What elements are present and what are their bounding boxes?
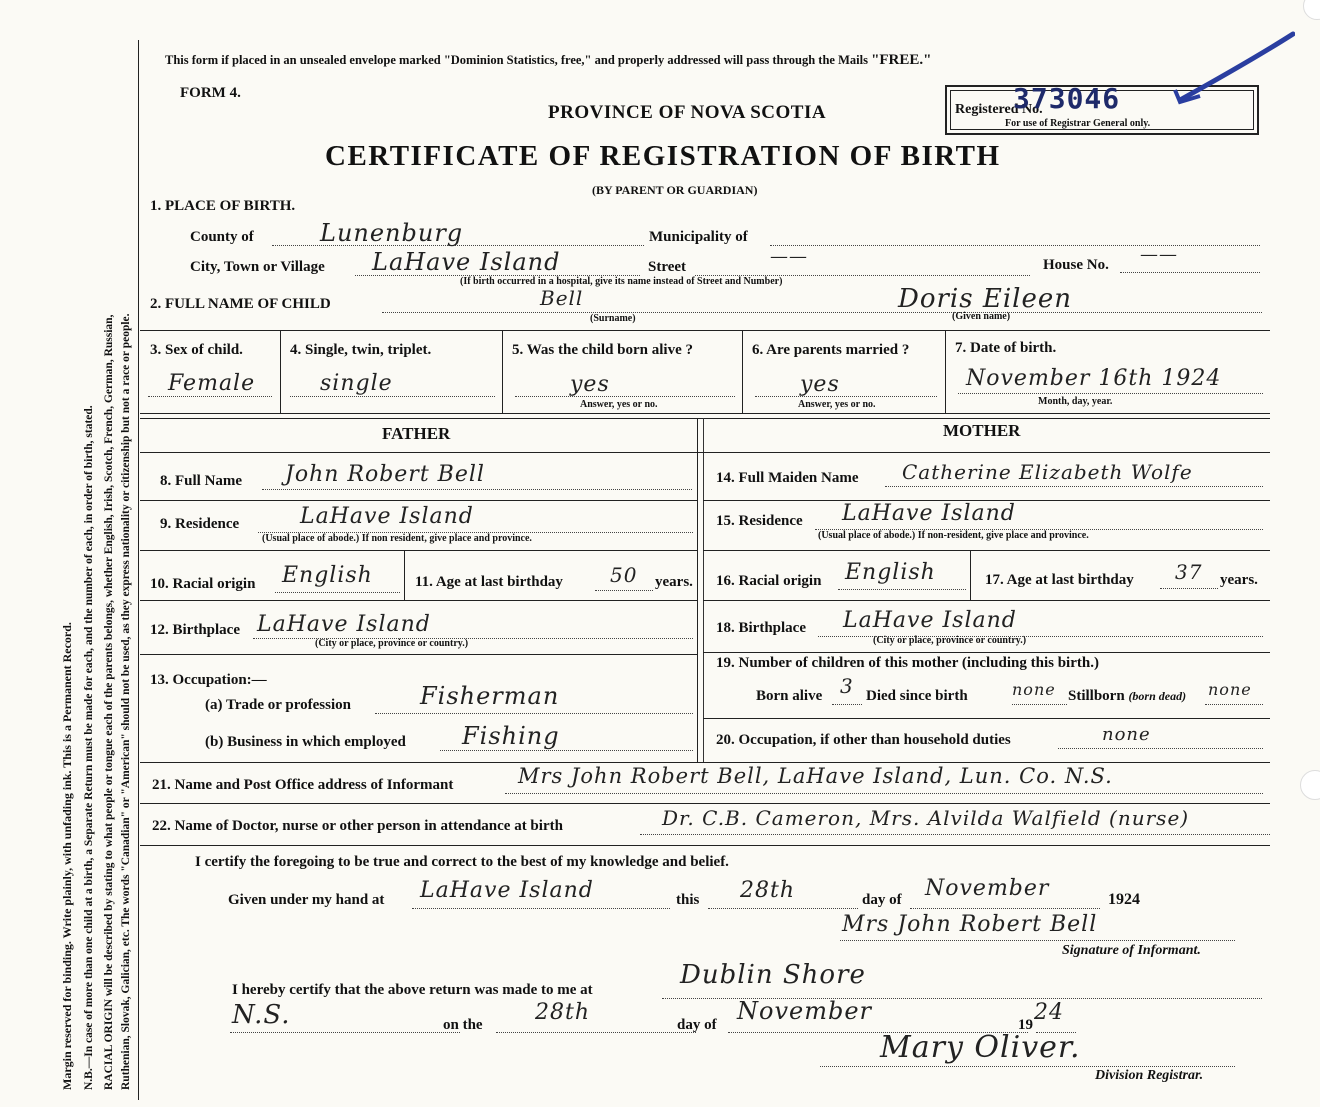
county-value: Lunenburg (320, 219, 464, 247)
rule-doctor (140, 845, 1270, 846)
father-business-line (440, 750, 693, 751)
father-residence-note: (Usual place of abode.) If non resident, give place and province. (262, 533, 532, 544)
given-day-value: 28th (740, 878, 796, 903)
certify-statement: I certify the foregoing to be true and correct to the best of my knowledge and belief. (195, 854, 729, 870)
father-trade-line (375, 713, 693, 714)
informant-signature-label: Signature of Informant. (1062, 943, 1201, 958)
rule-row3-v1 (280, 330, 281, 413)
father-business-label: (b) Business in which employed (205, 734, 406, 750)
plurality-label: 4. Single, twin, triplet. (290, 342, 432, 358)
married-line (755, 396, 937, 397)
died-label: Died since birth (866, 688, 968, 704)
father-name-value: John Robert Bell (285, 462, 485, 487)
sex-value: Female (168, 371, 256, 396)
mother-birthplace-label: 18. Birthplace (716, 620, 806, 636)
born-alive-label: Born alive (756, 688, 823, 704)
rule-mother-3 (703, 600, 1270, 601)
father-racial-line (275, 592, 400, 593)
father-age-value: 50 (610, 563, 638, 587)
married-label: 6. Are parents married ? (752, 342, 910, 358)
mother-age-label: 17. Age at last birthday (985, 572, 1134, 588)
stillborn-value: none (1208, 680, 1252, 699)
given-this-label: this (676, 892, 700, 908)
father-trade-label: (a) Trade or profession (205, 697, 351, 713)
mother-residence-note: (Usual place of abode.) If non-resident, give place and province. (818, 530, 1089, 541)
mother-birthplace-note: (City or place, province or country.) (873, 635, 1027, 646)
given-year-value: 1924 (1108, 891, 1140, 908)
mother-name-line (885, 486, 1263, 487)
father-age-line (595, 590, 653, 591)
married-value: yes (800, 372, 840, 397)
child-surname: Bell (540, 286, 584, 310)
house-value: —— (1140, 244, 1178, 265)
registrar-note: For use of Registrar General only. (1005, 118, 1151, 129)
given-month-value: November (925, 876, 1050, 901)
surname-label: (Surname) (590, 313, 636, 324)
doctor-label: 22. Name of Doctor, nurse or other person in attendance at birth (152, 818, 563, 834)
margin-note-3: RACIAL ORIGIN will be described by stating to what people or tongue each of the parents belongs, whether English, Irish, Scotch, French, German, Russian, (103, 314, 115, 1090)
binding-hole (1303, 0, 1320, 20)
street-value: —— (770, 246, 808, 267)
given-day-of-label: day of (862, 892, 902, 908)
alive-value: yes (570, 372, 610, 397)
born-alive-value: 3 (840, 674, 854, 698)
stillborn-text: Stillborn (1068, 688, 1125, 704)
father-racial-label: 10. Racial origin (150, 576, 256, 592)
father-name-line (262, 489, 692, 490)
mother-age-value: 37 (1175, 560, 1203, 584)
registrar-day-line (496, 1032, 696, 1033)
mother-racial-line (838, 589, 966, 590)
rule-mother-2 (703, 550, 1270, 551)
father-years-label: years. (655, 574, 693, 590)
child-given-name: Doris Eileen (898, 284, 1072, 314)
stillborn-line (1205, 704, 1263, 705)
registrar-month-value: November (737, 997, 873, 1025)
died-line (1012, 704, 1067, 705)
mother-children-label: 19. Number of children of this mother (including this birth.) (716, 655, 1099, 671)
registrar-province-value: N.S. (232, 1000, 291, 1030)
registrar-on-the-label: on the (443, 1017, 483, 1033)
stillborn-note: (born dead) (1128, 689, 1187, 703)
father-residence-label: 9. Residence (160, 516, 240, 532)
father-heading: FATHER (382, 424, 451, 443)
pen-check-mark (1165, 30, 1295, 110)
mail-notice-text: This form if placed in an unsealed envelope marked "Dominion Statistics, free," and properly addressed will pass through the Mails (165, 53, 868, 67)
margin-note-1: Margin reserved for binding. Write plainly, with unfading ink. This is a Permanent Record. (60, 622, 74, 1090)
father-birthplace-value: LaHave Island (257, 612, 431, 637)
registrar-signature: Mary Oliver. (880, 1030, 1081, 1065)
given-day-line (708, 908, 858, 909)
mother-residence-label: 15. Residence (716, 513, 803, 529)
alive-line (515, 396, 735, 397)
margin-note-4: Ruthenian, Slovak, Galician, etc. The words "Canadian" or "American" should not be used, as they express nationality or citizenship but not a race or people. (120, 313, 132, 1090)
given-at-label: Given under my hand at (228, 892, 385, 908)
registrar-statement: I hereby certify that the above return was made to me at (232, 982, 593, 998)
child-name-line (382, 312, 1262, 313)
registrar-title: Division Registrar. (1095, 1068, 1204, 1083)
given-month-line (910, 908, 1100, 909)
stillborn-label (1068, 688, 1186, 705)
municipality-label: Municipality of (649, 229, 748, 245)
father-residence-value: LaHave Island (300, 504, 474, 529)
married-note: Answer, yes or no. (798, 399, 876, 410)
informant-value: Mrs John Robert Bell, LaHave Island, Lun. Co. N.S. (518, 764, 1113, 788)
informant-signature-line (840, 940, 1235, 941)
father-name-label: 8. Full Name (160, 473, 243, 489)
informant-label: 21. Name and Post Office address of Informant (152, 777, 454, 793)
sex-line (148, 396, 272, 397)
registrar-province-line (230, 1032, 460, 1033)
dob-note: Month, day, year. (1038, 396, 1113, 407)
rule-father-age-divider (404, 550, 405, 600)
father-racial-value: English (282, 563, 373, 588)
rule-row3-v2 (502, 330, 503, 413)
rule-column-divider-inner (703, 418, 704, 762)
registrar-day-of-label: day of (677, 1017, 717, 1033)
dob-value: November 16th 1924 (966, 366, 1222, 391)
mail-notice (165, 52, 931, 69)
rule-row3-v4 (945, 330, 946, 413)
city-label: City, Town or Village (190, 259, 325, 275)
registered-label: Registered No. (955, 102, 1043, 117)
plurality-line (290, 396, 495, 397)
sex-label: 3. Sex of child. (150, 342, 243, 358)
registrar-year-value: 24 (1034, 1000, 1064, 1025)
father-business-value: Fishing (462, 722, 560, 750)
registered-number: 373046 (1013, 82, 1121, 115)
father-trade-value: Fisherman (420, 682, 560, 710)
mother-racial-value: English (845, 560, 936, 585)
alive-label: 5. Was the child born alive ? (512, 342, 693, 358)
mother-name-label: 14. Full Maiden Name (716, 470, 859, 486)
registrar-year-prefix: 19 (1018, 1017, 1033, 1033)
mail-notice-free: "FREE." (871, 52, 932, 68)
mother-birthplace-value: LaHave Island (843, 608, 1017, 633)
plurality-value: single (320, 371, 393, 396)
rule-parents-heading (140, 452, 1270, 453)
rule-informant (140, 803, 1270, 804)
county-label: County of (190, 229, 254, 245)
mother-occupation-label: 20. Occupation, if other than household duties (716, 732, 1011, 748)
rule-father-4 (140, 654, 697, 655)
rule-father-1 (140, 500, 697, 501)
doctor-line (640, 834, 1270, 835)
given-place-value: LaHave Island (420, 878, 594, 903)
rule-parents-top (140, 418, 1270, 419)
dob-line (958, 393, 1263, 394)
house-label: House No. (1043, 257, 1109, 273)
margin-note-2: N.B.—In case of more than one child at a birth, a Separate Return must be made for each, and the number of each, in order of birth, stated. (83, 405, 95, 1090)
died-value: none (1012, 680, 1056, 699)
house-line (1120, 272, 1260, 273)
rule-row3-bottom (140, 413, 1270, 414)
alive-note: Answer, yes or no. (580, 399, 658, 410)
margin-rule (138, 40, 139, 1100)
form-number: FORM 4. (180, 85, 241, 101)
mother-years-label: years. (1220, 572, 1258, 588)
mother-heading: MOTHER (943, 421, 1021, 440)
municipality-line (770, 245, 1260, 246)
informant-signature: Mrs John Robert Bell (842, 912, 1098, 937)
rule-parents-bottom (140, 762, 1270, 763)
doctor-value: Dr. C.B. Cameron, Mrs. Alvilda Walfield (nurse) (662, 806, 1190, 830)
father-birthplace-note: (City or place, province or country.) (315, 638, 469, 649)
mother-residence-value: LaHave Island (842, 501, 1016, 526)
mother-occupation-line (1058, 748, 1263, 749)
city-value: LaHave Island (372, 248, 561, 276)
born-alive-line (832, 704, 862, 705)
province-heading: PROVINCE OF NOVA SCOTIA (548, 102, 827, 123)
rule-column-divider (697, 418, 698, 762)
father-age-label: 11. Age at last birthday (415, 574, 563, 590)
father-birthplace-label: 12. Birthplace (150, 622, 240, 638)
father-occupation-label: 13. Occupation:— (150, 672, 267, 688)
registrar-place-value: Dublin Shore (680, 960, 866, 990)
mother-name-value: Catherine Elizabeth Wolfe (902, 460, 1193, 484)
hospital-note: (If birth occurred in a hospital, give its name instead of Street and Number) (460, 276, 783, 287)
rule-row3-top (140, 330, 1270, 331)
rule-mother-4 (703, 652, 1270, 653)
given-at-line (412, 908, 670, 909)
place-heading: 1. PLACE OF BIRTH. (150, 198, 296, 214)
mother-racial-label: 16. Racial origin (716, 573, 822, 589)
rule-row3-v3 (742, 330, 743, 413)
rule-father-3 (140, 600, 697, 601)
rule-mother-age-divider (970, 550, 971, 600)
mother-occupation-value: none (1102, 724, 1151, 745)
registrar-signature-line (820, 1066, 1235, 1067)
mother-age-line (1160, 588, 1218, 589)
registrar-day-value: 28th (535, 1000, 591, 1025)
binding-hole (1300, 770, 1320, 800)
certificate-subtitle: (BY PARENT OR GUARDIAN) (592, 183, 758, 197)
rule-mother-5 (703, 718, 1270, 719)
informant-line (505, 793, 1263, 794)
certificate-title: CERTIFICATE OF REGISTRATION OF BIRTH (325, 140, 1001, 172)
given-name-label: (Given name) (952, 311, 1011, 322)
child-name-label: 2. FULL NAME OF CHILD (150, 296, 331, 312)
street-label: Street (648, 259, 687, 275)
dob-label: 7. Date of birth. (955, 340, 1057, 356)
rule-father-2 (140, 550, 697, 551)
